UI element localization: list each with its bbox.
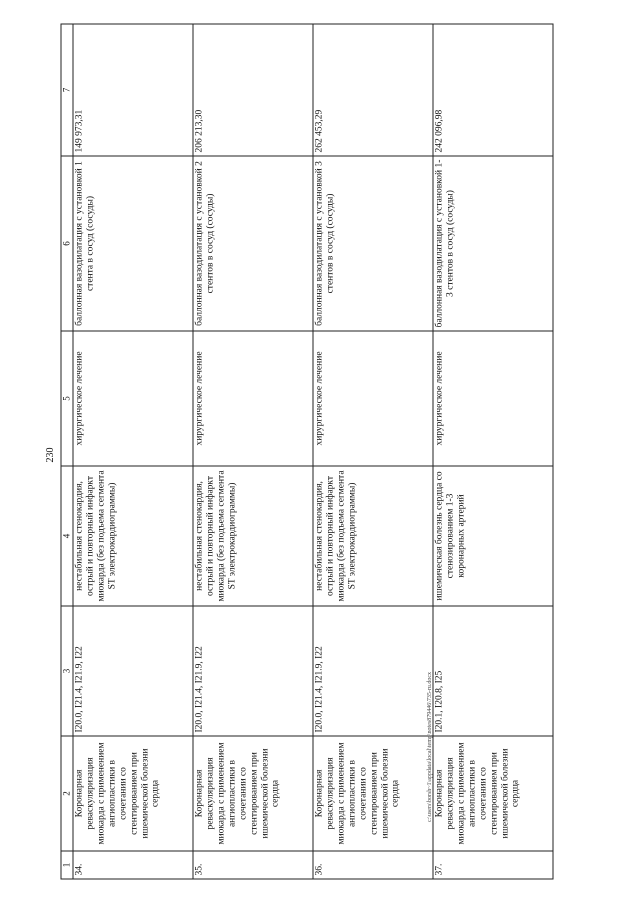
treatment-method: баллонная вазодилатация с установкой 1-3 стентов в сосуд (сосуды) [433, 156, 553, 331]
table-row [433, 24, 553, 879]
treatment-type: хирургическое лечение [433, 331, 553, 466]
procedure-name: Коронарная реваскуляризация миокарда с применением ангиопластики в сочетании со стентированием при ишемической болезни сердца [313, 736, 433, 851]
file-path-footer: c:\users\borsh~1\appdata\local\temp\notes879446\735-ru.docx [427, 671, 433, 823]
column-header: 4 [61, 466, 73, 606]
treatment-type: хирургическое лечение [73, 331, 193, 466]
procedure-name: Коронарная реваскуляризация миокарда с применением ангиопластики в сочетании со стентированием при ишемической болезни сердца [193, 736, 313, 851]
column-header: 6 [61, 156, 73, 331]
table-row [193, 24, 313, 879]
row-number: 34. [73, 851, 193, 879]
rotated-table-container [60, 25, 580, 880]
procedure-name: Коронарная реваскуляризация миокарда с применением ангиопластики в сочетании со стентированием при ишемической болезни сердца [433, 736, 553, 851]
icd-codes: I20.0, I21.4, I21.9, I22 [313, 606, 433, 736]
column-header: 7 [61, 24, 73, 156]
row-number: 37. [433, 851, 553, 879]
treatment-type: хирургическое лечение [193, 331, 313, 466]
header-row [61, 24, 73, 879]
procedure-name: Коронарная реваскуляризация миокарда с применением ангиопластики в сочетании со стентированием при ишемической болезни сердца [73, 736, 193, 851]
icd-codes: I20.1, I20.8, I25 [433, 606, 553, 736]
treatment-method: баллонная вазодилатация с установкой 1 стента в сосуд (сосуды) [73, 156, 193, 331]
row-number: 35. [193, 851, 313, 879]
treatment-method: баллонная вазодилатация с установкой 3 стентов в сосуд (сосуды) [313, 156, 433, 331]
diagnosis: нестабильная стенокардия, острый и повторный инфаркт миокарда (без подъема сегмента ST электрокардиограммы) [313, 466, 433, 606]
treatment-type: хирургическое лечение [313, 331, 433, 466]
diagnosis: нестабильная стенокардия, острый и повторный инфаркт миокарда (без подъема сегмента ST электрокардиограммы) [73, 466, 193, 606]
cost-value: 242 096,98 [433, 24, 553, 156]
column-header: 1 [61, 851, 73, 879]
cost-value: 262 453,29 [313, 24, 433, 156]
diagnosis: ишемическая болезнь сердца со стенозированием 1-3 коронарных артерий [433, 466, 553, 606]
icd-codes: I20.0, I21.4, I21.9, I22 [73, 606, 193, 736]
diagnosis: нестабильная стенокардия, острый и повторный инфаркт миокарда (без подъема сегмента ST электрокардиограммы) [193, 466, 313, 606]
page-number: 230 [45, 447, 56, 463]
column-header: 5 [61, 331, 73, 466]
medical-care-table [60, 24, 553, 880]
column-header: 2 [61, 736, 73, 851]
treatment-method: баллонная вазодилатация с установкой 2 стентов в сосуд (сосуды) [193, 156, 313, 331]
table-row [313, 24, 433, 879]
row-number: 36. [313, 851, 433, 879]
column-header: 3 [61, 606, 73, 736]
table-row [73, 24, 193, 879]
cost-value: 149 973,31 [73, 24, 193, 156]
cost-value: 206 213,30 [193, 24, 313, 156]
icd-codes: I20.0, I21.4, I21.9, I22 [193, 606, 313, 736]
